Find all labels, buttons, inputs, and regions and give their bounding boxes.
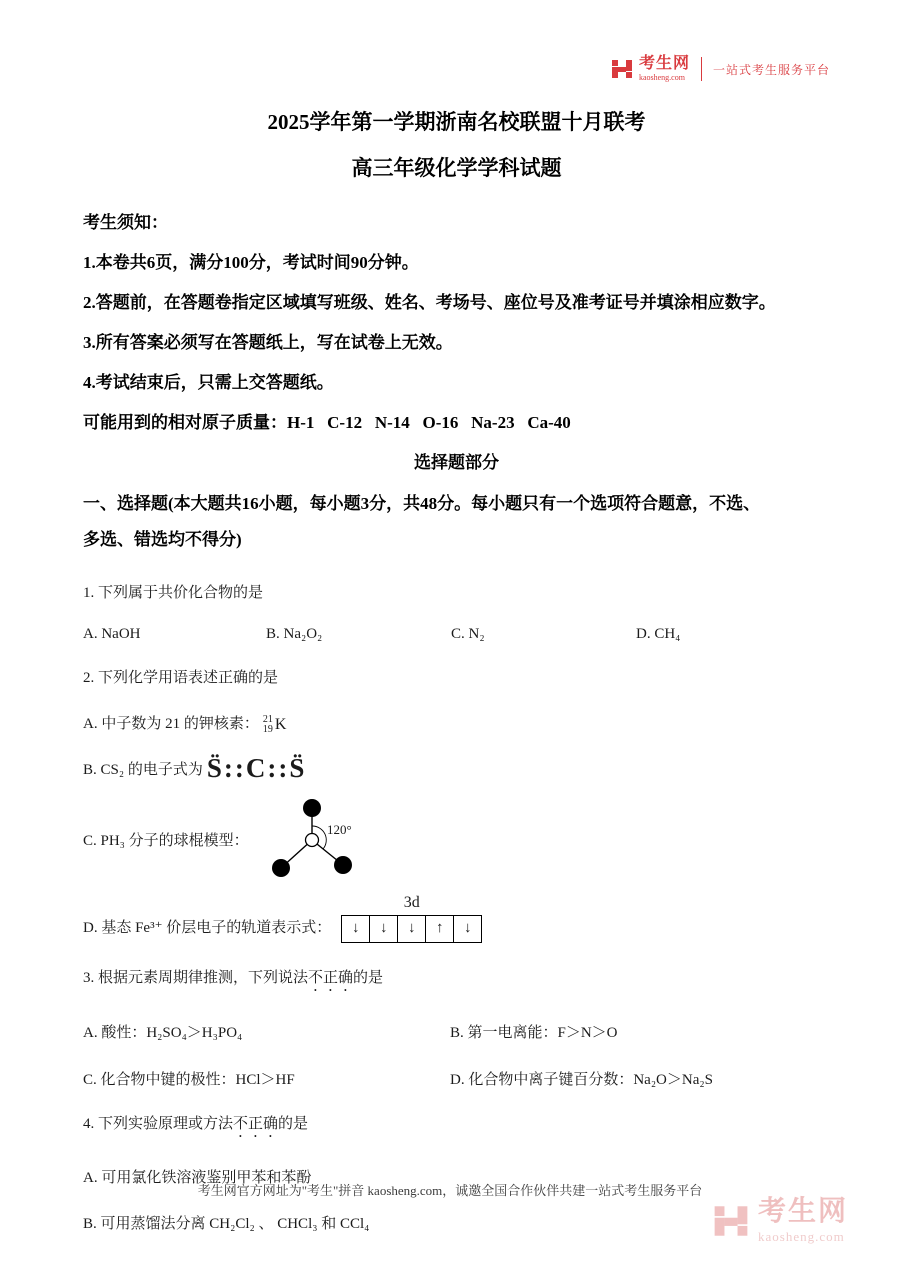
- notice-item-4: 4.考试结束后，只需上交答题纸。: [83, 373, 334, 392]
- q2-option-a-text: A. 中子数为 21 的钾核素：: [83, 716, 259, 732]
- q2-option-c-text: C. PH₃ 分子的球棍模型：: [83, 833, 249, 850]
- nuclide-mass-number: 21: [262, 713, 273, 725]
- question-3-options-row1: [83, 1021, 830, 1042]
- bond-angle-label: 120°: [326, 821, 352, 837]
- q3-stem-pre: 3. 根据元素周期律推测，下列说法: [83, 969, 309, 986]
- q4-stem-emphasis: 不正确: [233, 1115, 279, 1132]
- q4-option-b: B. 可用蒸馏法分离 CH₂Cl₂ 、 CHCl₃ 和 CCl₄: [83, 1215, 370, 1232]
- orbital-boxes: [341, 915, 482, 943]
- orbital-box: ↑: [425, 915, 454, 943]
- logo-tagline: 一站式考生服务平台: [712, 62, 830, 77]
- notice-item-3: 3.所有答案必须写在答题纸上，写在试卷上无效。: [83, 333, 453, 352]
- q4-stem-pre: 4. 下列实验原理或方法: [83, 1115, 234, 1132]
- q3-option-b: B. 第一电离能：F＞N＞O: [450, 1024, 618, 1041]
- atomic-masses-line: 可能用到的相对原子质量：H-1 C-12 N-14 O-16 Na-23 Ca-40: [83, 413, 571, 432]
- q4-stem-post: 的是: [278, 1115, 309, 1132]
- q3-option-c: C. 化合物中键的极性：HCl＞HF: [83, 1071, 295, 1088]
- nuclide-proton-number: 19: [262, 723, 273, 735]
- hydrogen-atom-right: [334, 856, 352, 874]
- q2-option-a: [83, 712, 830, 735]
- question-4-stem: [83, 1112, 830, 1141]
- logo-divider: [701, 57, 702, 81]
- q2-option-d-text: D. 基态 Fe³⁺ 价层电子的轨道表示式：: [83, 919, 332, 936]
- q2-option-b: [83, 753, 830, 784]
- orbital-box: ↓: [453, 915, 482, 943]
- watermark-text: [758, 1198, 848, 1243]
- section-intro-line2: 多选、错选均不得分): [83, 530, 242, 549]
- q1-option-c: C. N₂: [451, 626, 485, 642]
- electron-dot-formula: S̈::C::S̈: [206, 752, 307, 783]
- q3-stem-emphasis: 不正确: [308, 969, 354, 986]
- q1-option-a: A. NaOH: [83, 626, 141, 642]
- question-2-stem: 2. 下列化学用语表述正确的是: [83, 670, 279, 686]
- q4-option-a: A. 可用氯化铁溶液鉴别甲苯和苯酚: [83, 1169, 312, 1186]
- q2-option-d: [83, 894, 830, 943]
- question-1: [83, 581, 830, 643]
- kaosheng-h-icon: [611, 58, 633, 80]
- orbital-diagram: [341, 894, 482, 943]
- orbital-box: ↓: [397, 915, 426, 943]
- nuclide-numbers: [263, 715, 273, 735]
- question-3-options-row2: [83, 1068, 830, 1089]
- watermark-site-url: kaosheng.com: [757, 1229, 845, 1244]
- nuclide-notation: [259, 715, 287, 735]
- footer-text: 考生网官方网址为"考生"拼音 kaosheng.com，诚邀全国合作伙伴共建一站式考生服务平台: [197, 1183, 703, 1198]
- kaosheng-logo: [611, 56, 830, 82]
- hydrogen-atom-top: [303, 799, 321, 817]
- exam-title-line1: 2025学年第一学期浙南名校联盟十月联考: [267, 110, 646, 134]
- q2-option-b-text: B. CS₂ 的电子式为: [83, 761, 203, 778]
- watermark-h-icon: [713, 1203, 749, 1239]
- q3-stem-post: 的是: [353, 969, 384, 986]
- exam-title-line2: 高三年级化学学科试题: [351, 156, 562, 180]
- orbital-subshell-label: 3d: [403, 893, 420, 911]
- logo-text: [639, 56, 690, 82]
- question-3: [83, 966, 830, 1089]
- orbital-box: ↓: [341, 915, 370, 943]
- hydrogen-atom-left: [272, 859, 290, 877]
- logo-site-name: 考生网: [638, 55, 690, 72]
- ball-and-stick-model: [255, 794, 375, 886]
- notice-item-2: 2.答题前，在答题卷指定区域填写班级、姓名、考场号、座位号及准考证号并填涂相应数字。: [83, 293, 776, 312]
- notice-item-1: 1.本卷共6页，满分100分，考试时间90分钟。: [83, 253, 419, 272]
- section-intro-line1: 一、选择题(本大题共16小题，每小题3分，共48分。每小题只有一个选项符合题意，不选、: [83, 494, 761, 513]
- question-1-stem: 1. 下列属于共价化合物的是: [83, 585, 264, 601]
- q3-option-d: D. 化合物中离子键百分数：Na₂O＞Na₂S: [450, 1071, 713, 1088]
- nuclide-element-symbol: K: [274, 715, 287, 733]
- logo-site-url: kaosheng.com: [638, 73, 685, 82]
- q1-option-b: B. Na₂O₂: [266, 626, 323, 642]
- watermark-site-name: 考生网: [757, 1196, 848, 1227]
- orbital-box: ↓: [369, 915, 398, 943]
- section-intro: [83, 486, 830, 558]
- question-1-options: [83, 626, 830, 643]
- kaosheng-watermark: [713, 1198, 848, 1243]
- q3-option-a: A. 酸性：H₂SO₄＞H₃PO₄: [83, 1024, 243, 1041]
- notice-heading: 考生须知：: [83, 213, 168, 232]
- phosphorus-atom-center: [305, 833, 318, 846]
- question-2: [83, 666, 830, 943]
- q1-option-d: D. CH₄: [636, 626, 681, 642]
- question-3-stem: [83, 966, 830, 995]
- section-title: 选择题部分: [414, 453, 499, 472]
- q2-option-c: [83, 794, 830, 886]
